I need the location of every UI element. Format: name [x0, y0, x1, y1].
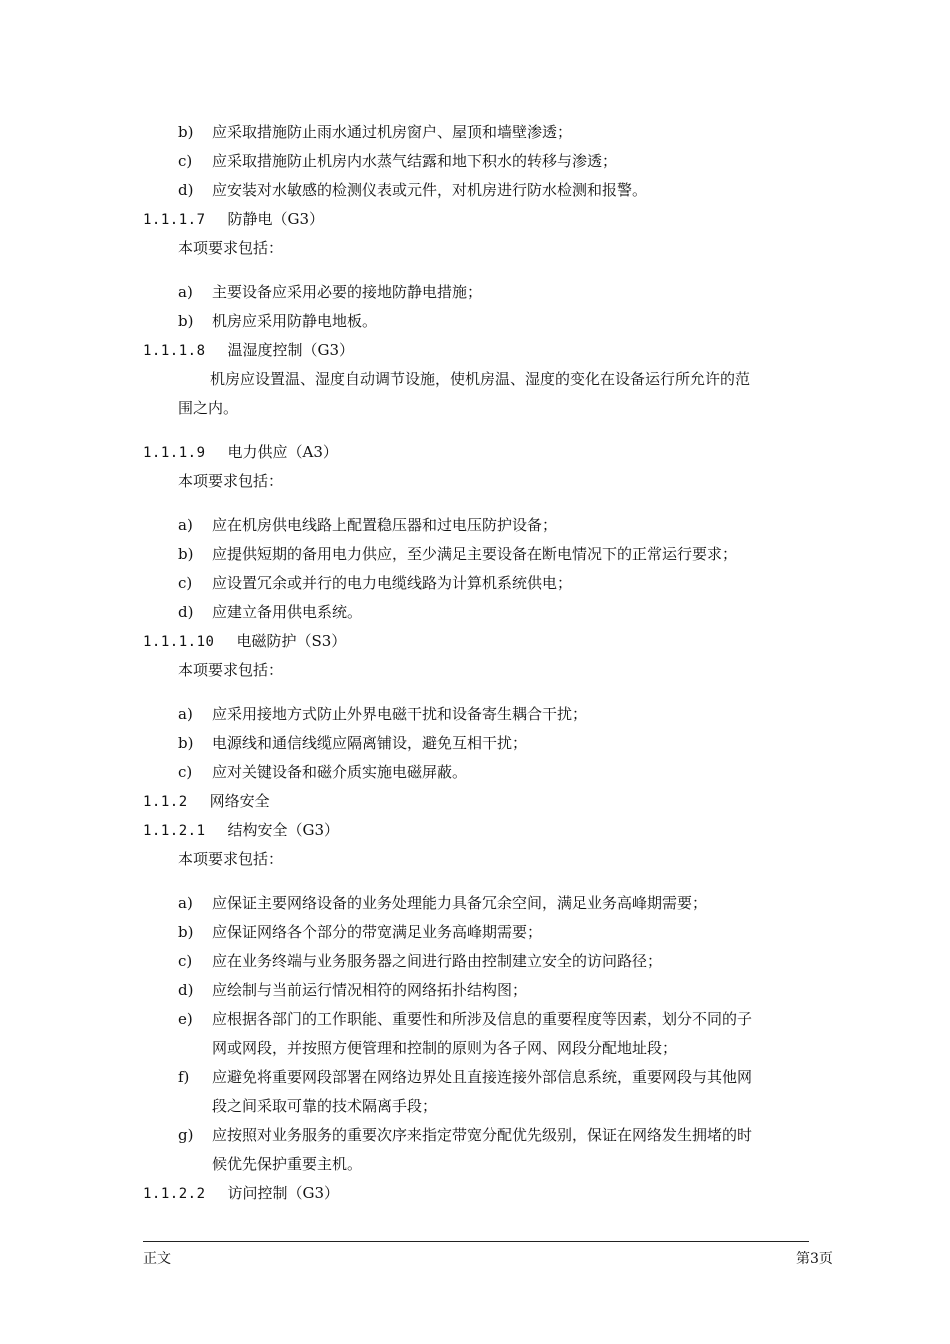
list-item-text: 机房应采用防静电地板。	[212, 312, 378, 330]
list-item-label: f)	[178, 1068, 190, 1086]
paragraph-line: 机房应设置温、湿度自动调节设施，使机房温、湿度的变化在设备运行所允许的范	[210, 370, 751, 388]
intro-text: 本项要求包括：	[178, 239, 284, 257]
list-item-label: c)	[178, 574, 193, 592]
section-heading	[143, 209, 324, 230]
list-item-label: c)	[178, 952, 193, 970]
list-item-label: b)	[178, 312, 194, 330]
heading-title: 电力供应（A3）	[227, 443, 338, 461]
list-item-text: 应避免将重要网段部署在网络边界处且直接连接外部信息系统，重要网段与其他网	[212, 1068, 753, 1086]
heading-number: 1.1.2	[143, 794, 188, 810]
list-item-text: 应绘制与当前运行情况相符的网络拓扑结构图；	[212, 981, 528, 999]
heading-number: 1.1.1.10	[143, 634, 215, 650]
list-item-label: e)	[178, 1010, 193, 1028]
list-item-label: c)	[178, 763, 193, 781]
list-item-text: 应提供短期的备用电力供应，至少满足主要设备在断电情况下的正常运行要求；	[212, 545, 738, 563]
heading-title: 电磁防护（S3）	[236, 632, 347, 650]
list-item-text: 应采用接地方式防止外界电磁干扰和设备寄生耦合干扰；	[212, 705, 588, 723]
list-item	[178, 544, 737, 564]
list-item	[178, 733, 527, 753]
list-item-continuation: 候优先保护重要主机。	[212, 1155, 363, 1173]
list-item-label: a)	[178, 894, 193, 912]
intro-text: 本项要求包括：	[178, 850, 284, 868]
list-item-label: b)	[178, 923, 194, 941]
heading-title: 温湿度控制（G3）	[227, 341, 355, 359]
list-item-text: 应在业务终端与业务服务器之间进行路由控制建立安全的访问路径；	[212, 952, 663, 970]
list-item-text: 应设置冗余或并行的电力电缆线路为计算机系统供电；	[212, 574, 573, 592]
intro-text: 本项要求包括：	[178, 472, 284, 490]
list-item	[178, 893, 707, 913]
footer-page-number: 第3页	[796, 1251, 833, 1267]
heading-number: 1.1.2.2	[143, 1186, 206, 1202]
list-item	[178, 1067, 752, 1087]
list-item-label: b)	[178, 545, 194, 563]
section-heading	[143, 1183, 339, 1204]
list-item-label: a)	[178, 516, 193, 534]
list-item-text: 应建立备用供电系统。	[212, 603, 363, 621]
list-item-label: a)	[178, 283, 193, 301]
heading-title: 防静电（G3）	[227, 210, 325, 228]
list-item-text: 应保证网络各个部分的带宽满足业务高峰期需要；	[212, 923, 543, 941]
list-item	[178, 951, 662, 971]
heading-number: 1.1.1.9	[143, 445, 206, 461]
section-heading	[143, 631, 346, 652]
list-item-text: 电源线和通信线缆应隔离铺设，避免互相干扰；	[212, 734, 528, 752]
list-item	[178, 311, 377, 331]
list-item-label: d)	[178, 603, 194, 621]
heading-title: 访问控制（G3）	[227, 1184, 340, 1202]
list-item	[178, 1009, 752, 1029]
heading-title: 结构安全（G3）	[227, 821, 340, 839]
list-item-text: 应按照对业务服务的重要次序来指定带宽分配优先级别，保证在网络发生拥堵的时	[212, 1126, 753, 1144]
list-item	[178, 573, 572, 593]
heading-number: 1.1.1.8	[143, 343, 206, 359]
heading-number: 1.1.1.7	[143, 212, 206, 228]
list-item	[178, 151, 617, 171]
list-item-text: 应在机房供电线路上配置稳压器和过电压防护设备；	[212, 516, 558, 534]
section-heading	[143, 340, 354, 361]
list-item-continuation: 网或网段，并按照方便管理和控制的原则为各子网、网段分配地址段；	[212, 1039, 678, 1057]
list-item-text: 应采取措施防止机房内水蒸气结露和地下积水的转移与渗透；	[212, 152, 618, 170]
list-item	[178, 282, 482, 302]
list-item-text: 应保证主要网络设备的业务处理能力具备冗余空间，满足业务高峰期需要；	[212, 894, 708, 912]
footer-section-label: 正文	[143, 1251, 171, 1267]
list-item-continuation: 段之间采取可靠的技术隔离手段；	[212, 1097, 438, 1115]
list-item-label: d)	[178, 181, 194, 199]
list-item	[178, 980, 527, 1000]
list-item-text: 应对关键设备和磁介质实施电磁屏蔽。	[212, 763, 468, 781]
list-item-label: b)	[178, 123, 194, 141]
list-item-text: 应采取措施防止雨水通过机房窗户、屋顶和墙壁渗透；	[212, 123, 573, 141]
section-heading	[143, 820, 339, 841]
section-heading	[143, 442, 338, 463]
list-item-text: 应安装对水敏感的检测仪表或元件，对机房进行防水检测和报警。	[212, 181, 648, 199]
list-item-label: b)	[178, 734, 194, 752]
footer-rule	[143, 1241, 809, 1242]
list-item	[178, 515, 557, 535]
paragraph-line: 围之内。	[178, 399, 239, 417]
list-item-label: c)	[178, 152, 193, 170]
list-item	[178, 180, 647, 200]
list-item	[178, 602, 362, 622]
intro-text: 本项要求包括：	[178, 661, 284, 679]
list-item-text: 主要设备应采用必要的接地防静电措施；	[212, 283, 483, 301]
list-item	[178, 922, 542, 942]
list-item	[178, 704, 587, 724]
section-heading	[143, 791, 270, 812]
list-item	[178, 1125, 752, 1145]
list-item-text: 应根据各部门的工作职能、重要性和所涉及信息的重要程度等因素，划分不同的子	[212, 1010, 753, 1028]
list-item	[178, 762, 467, 782]
list-item-label: g)	[178, 1126, 194, 1144]
list-item-label: a)	[178, 705, 193, 723]
list-item	[178, 122, 572, 142]
list-item-label: d)	[178, 981, 194, 999]
heading-title: 网络安全	[209, 792, 270, 810]
heading-number: 1.1.2.1	[143, 823, 206, 839]
